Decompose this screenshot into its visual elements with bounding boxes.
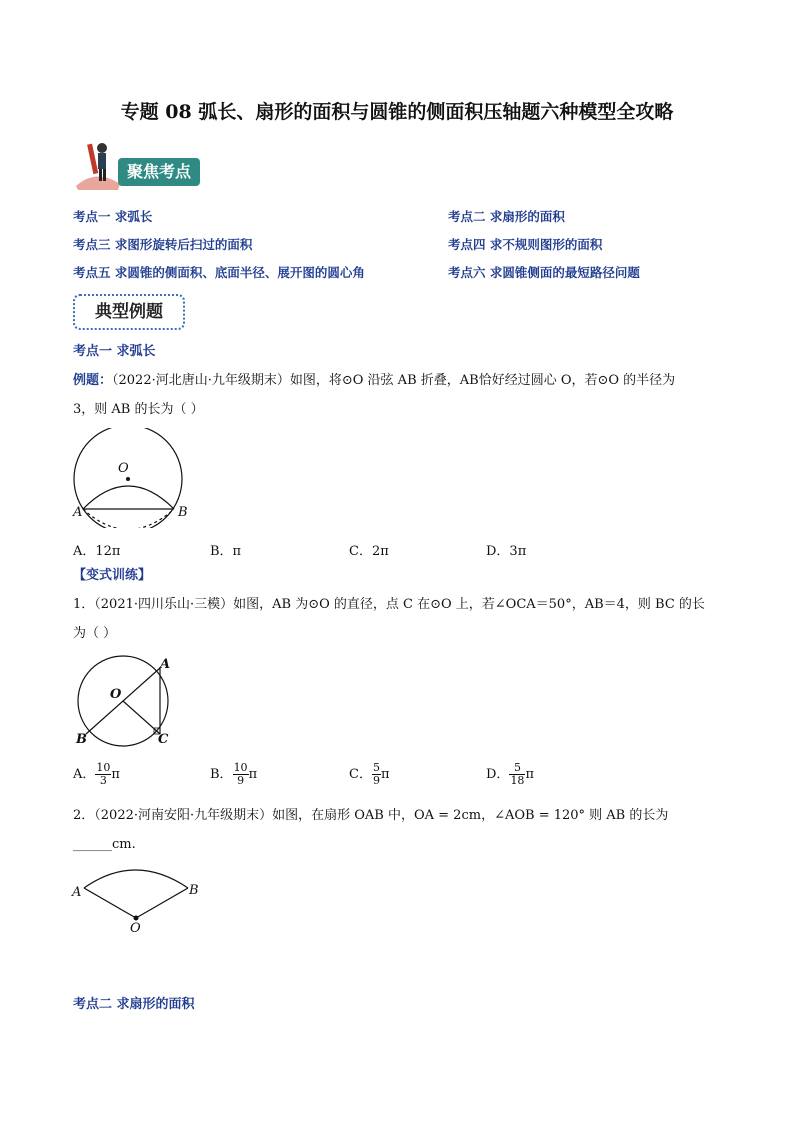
example-option-c[interactable]: C．2π [349,544,389,559]
k1-heading: 考点一 求弧长 [73,344,156,359]
toc-item-6[interactable]: 考点六 求圆锥侧面的最短路径问题 [448,265,640,280]
q2-line2[interactable]: ______cm. [73,837,136,852]
toc-item-1[interactable]: 考点一 求弧长 [73,209,153,224]
q2-line1: 2．（2022·河南安阳·九年级期末）如图，在扇形 OAB 中，OA = 2cm，∠AOB = 120° 则 AB 的长为 [73,808,669,823]
example-option-d[interactable]: D．3π [486,544,527,559]
example-line2: 3，则 AB 的长为（ ） [73,402,204,417]
focus-banner: 聚焦考点 [118,158,200,186]
toc-item-2[interactable]: 考点二 求扇形的面积 [448,209,565,224]
q1-option-d[interactable]: D． $\frac{5}{18}$ π [486,761,534,787]
q1-label-b: B [76,732,87,747]
example-line1 [73,372,733,390]
example-option-b[interactable]: B．π [210,544,242,559]
fig-label-o: O [118,461,129,476]
q2-label-o: O [130,921,141,936]
q1-label-o: O [110,687,122,702]
fig-label-b: B [178,505,188,520]
q1-line2: 为（ ） [73,626,117,641]
variant-heading: 【变式训练】 [73,568,152,583]
q1-label-a: A [160,657,171,672]
example-text: （2022·河北唐山·九年级期末）如图，将⊙O 沿弦 AB 折叠，AB恰好经过圆心 O，若⊙O 的半径为 [112,373,676,388]
q2-figure [80,860,190,925]
q1-option-a[interactable]: A． $\frac{10}{3}$ π [73,761,120,787]
example-label: 例题： [73,373,113,388]
q1-line1: 1．（2021·四川乐山·三模）如图，AB 为⊙O 的直径，点 C 在⊙O 上，若∠OCA＝50°，AB＝4，则 BC 的长 [73,597,705,612]
q2-label-b: B [189,883,199,898]
q1-label-c: C [158,732,169,747]
typical-examples-box: 典型例题 [73,294,185,330]
q1-option-b[interactable]: B． $\frac{10}{9}$ π [210,761,258,787]
k2-heading: 考点二 求扇形的面积 [73,997,195,1012]
example-option-a[interactable]: A．12π [73,544,121,559]
q1-option-c[interactable]: C． $\frac{5}{9}$ π [349,761,390,787]
page-title: 专题 08 弧长、扇形的面积与圆锥的侧面积压轴题六种模型全攻略 [120,101,674,123]
q2-label-a: A [72,885,82,900]
fig-label-a: A [73,505,83,520]
toc-item-3[interactable]: 考点三 求图形旋转后扫过的面积 [73,237,253,252]
toc-item-5[interactable]: 考点五 求圆锥的侧面积、底面半径、展开图的圆心角 [73,265,365,280]
toc-item-4[interactable]: 考点四 求不规则图形的面积 [448,237,603,252]
